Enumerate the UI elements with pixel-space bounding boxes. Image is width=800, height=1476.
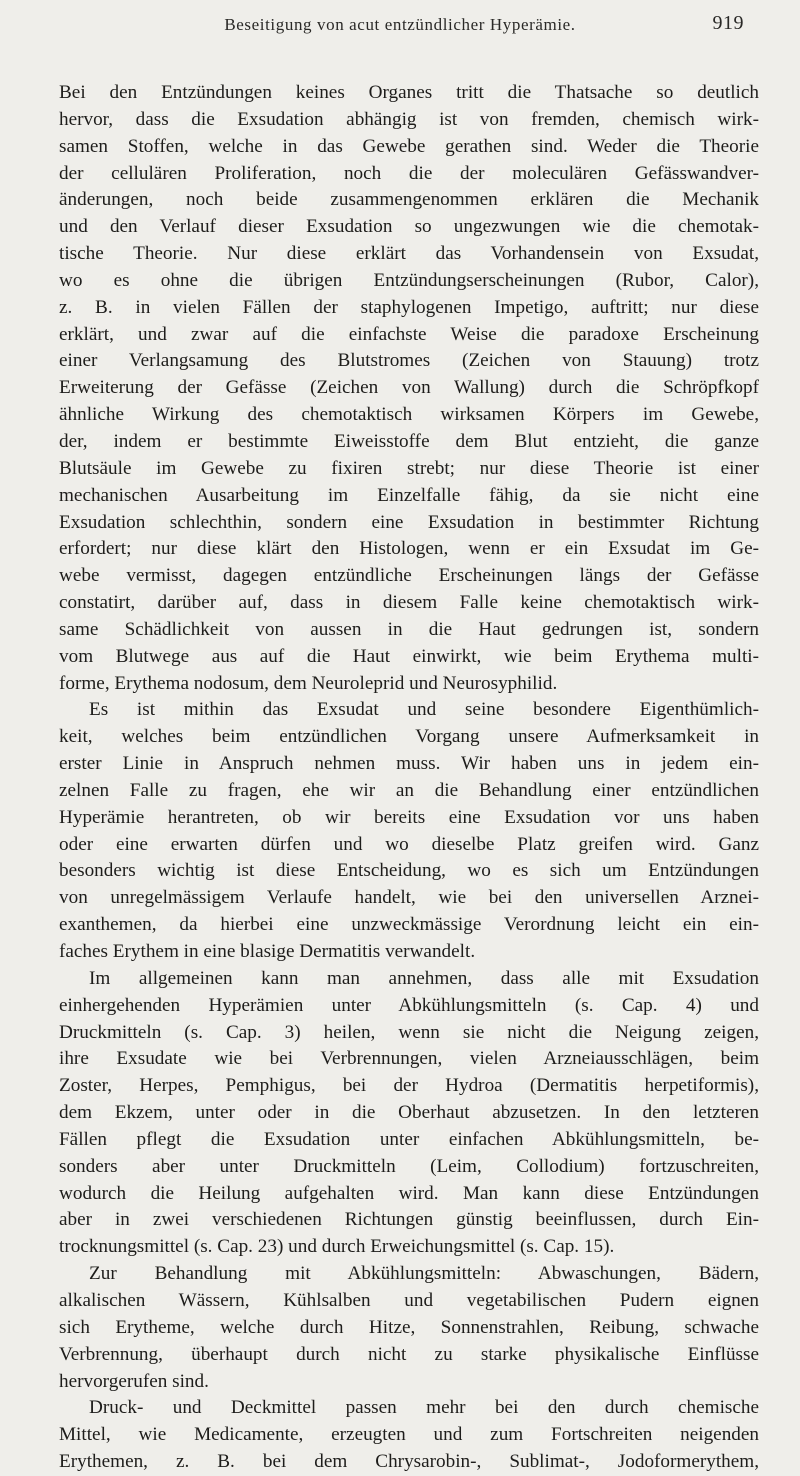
body-text [59,80,759,1476]
text-line: vom Blutwege aus auf die Haut einwirkt, wie beim Erythema multi- [59,645,759,667]
text-line: einhergehenden Hyperämien unter Abkühlungsmitteln (s. Cap. 4) und [59,994,759,1016]
text-line: zelnen Falle zu fragen, ehe wir an die Behandlung einer entzündlichen [59,779,759,801]
text-line: same Schädlichkeit von aussen in die Haut gedrungen ist, sondern [59,618,759,640]
text-line: erklärt, und zwar auf die einfachste Weise die paradoxe Erscheinung [59,323,759,345]
text-line: forme, Erythema nodosum, dem Neuroleprid und Neurosyphilid. [59,672,558,694]
text-line: aber in zwei verschiedenen Richtungen günstig beeinflussen, durch Ein- [59,1209,759,1231]
text-line: exanthemen, da hierbei eine unzweckmässige Verordnung leicht ein ein- [59,914,759,936]
text-line: Hyperämie herantreten, ob wir bereits eine Exsudation vor uns haben [59,806,759,828]
text-line: oder eine erwarten dürfen und wo dieselbe Platz greifen wird. Ganz [59,833,759,855]
text-line: der cellulären Proliferation, noch die der moleculären Gefässwandver- [59,162,759,184]
text-line: Verbrennung, überhaupt durch nicht zu starke physikalische Einflüsse [59,1343,759,1365]
text-line: faches Erythem in eine blasige Dermatitis verwandelt. [59,941,476,962]
text-line: einer Verlangsamung des Blutstromes (Zeichen von Stauung) trotz [59,350,759,372]
text-line: hervorgerufen sind. [59,1370,209,1392]
text-line: änderungen, noch beide zusammengenommen erklären die Mechanik [59,189,759,211]
text-line: der, indem er bestimmte Eiweisstoffe dem Blut entzieht, die ganze [59,430,759,452]
text-line: trocknungsmittel (s. Cap. 23) und durch Erweichungsmittel (s. Cap. 15). [59,1236,615,1258]
text-line: ähnliche Wirkung des chemotaktisch wirksamen Körpers im Gewebe, [59,404,759,426]
text-line: Im allgemeinen kann man annehmen, dass alle mit Exsudation [89,967,759,989]
text-line: webe vermisst, dagegen entzündliche Erscheinungen längs der Gefässe [59,565,759,587]
text-line: Zoster, Herpes, Pemphigus, bei der Hydroa (Dermatitis herpetiformis), [59,1075,759,1097]
text-line: Es ist mithin das Exsudat und seine besondere Eigenthümlich- [89,699,759,721]
text-line: samen Stoffen, welche in das Gewebe gerathen sind. Weder die Theorie [59,135,759,157]
text-line: besonders wichtig ist diese Entscheidung, wo es sich um Entzündungen [59,860,759,882]
text-line: Exsudation schlechthin, sondern eine Exsudation in bestimmter Richtung [59,511,759,533]
text-line: sonders aber unter Druckmitteln (Leim, Collodium) fortzuschreiten, [59,1155,759,1177]
text-line: Mittel, wie Medicamente, erzeugten und zum Fortschreiten neigenden [59,1424,759,1446]
text-line: Erythemen, z. B. bei dem Chrysarobin-, Sublimat-, Jodoformerythem, [59,1451,759,1473]
text-line: tische Theorie. Nur diese erklärt das Vorhandensein von Exsudat, [59,243,759,265]
text-line: hervor, dass die Exsudation abhängig ist von fremden, chemisch wirk- [59,108,759,130]
text-line: von unregelmässigem Verlaufe handelt, wie bei den universellen Arznei- [59,887,759,909]
text-line: Bei den Entzündungen keines Organes tritt die Thatsache so deutlich [59,82,759,103]
text-line: Druck- und Deckmittel passen mehr bei den durch chemische [89,1397,759,1419]
text-line: erster Linie in Anspruch nehmen muss. Wir haben uns in jedem ein- [59,753,759,775]
text-line: erfordert; nur diese klärt den Histologen, wenn er ein Exsudat im Ge- [59,538,759,560]
text-line: alkalischen Wässern, Kühlsalben und vegetabilischen Pudern eignen [59,1289,759,1311]
text-line: wo es ohne die übrigen Entzündungserscheinungen (Rubor, Calor), [59,269,759,291]
text-line: ihre Exsudate wie bei Verbrennungen, vielen Arzneiausschlägen, beim [59,1048,759,1070]
text-line: Druckmitteln (s. Cap. 3) heilen, wenn sie nicht die Neigung zeigen, [59,1021,759,1043]
text-line: Erweiterung der Gefässe (Zeichen von Wallung) durch die Schröpfkopf [59,377,759,399]
text-line: Fällen pflegt die Exsudation unter einfachen Abkühlungsmitteln, be- [59,1128,759,1150]
text-line: constatirt, darüber auf, dass in diesem Falle keine chemotaktisch wirk- [59,592,759,614]
page-header [0,12,800,42]
text-line: Zur Behandlung mit Abkühlungsmitteln: Abwaschungen, Bädern, [89,1263,759,1285]
text-line: und den Verlauf dieser Exsudation so ungezwungen wie die chemotak- [59,216,759,238]
running-head: Beseitigung von acut entzündlicher Hyperämie. [224,15,576,34]
text-line: z. B. in vielen Fällen der staphylogenen Impetigo, auftritt; nur diese [59,296,759,318]
page-number: 919 [712,12,744,34]
text-line: mechanischen Ausarbeitung im Einzelfalle fähig, da sie nicht eine [59,484,759,506]
text-line: sich Erytheme, welche durch Hitze, Sonnenstrahlen, Reibung, schwache [59,1316,759,1338]
text-line: dem Ekzem, unter oder in die Oberhaut abzusetzen. In den letzteren [59,1102,759,1124]
text-line: keit, welches beim entzündlichen Vorgang unsere Aufmerksamkeit in [59,726,759,748]
text-line: wodurch die Heilung aufgehalten wird. Man kann diese Entzündungen [59,1182,759,1204]
text-line: Blutsäule im Gewebe zu fixiren strebt; nur diese Theorie ist einer [59,457,759,479]
